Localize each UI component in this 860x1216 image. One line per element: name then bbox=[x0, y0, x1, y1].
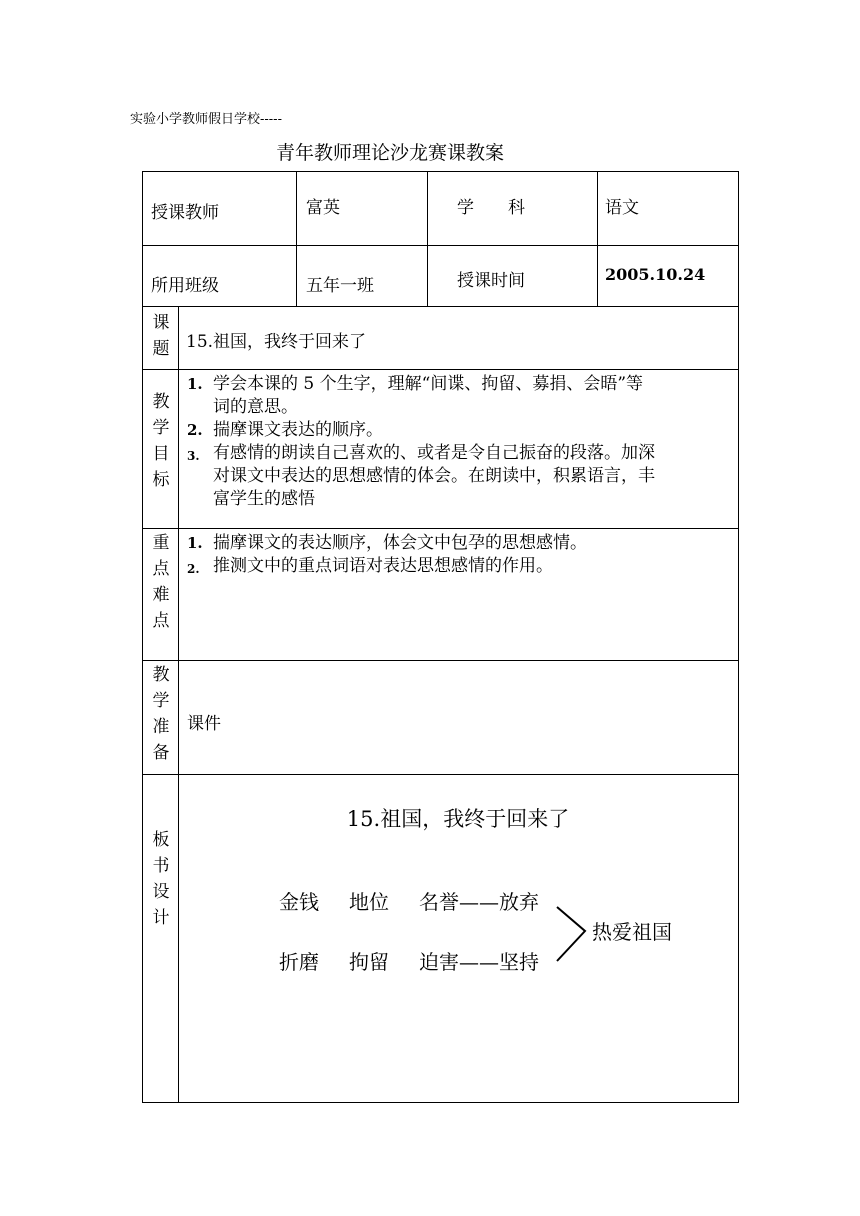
preparation-label-char: 准 bbox=[152, 717, 170, 737]
list-item bbox=[187, 442, 737, 511]
preparation-label-char: 学 bbox=[152, 691, 170, 711]
key-points-label-char: 点 bbox=[152, 611, 170, 631]
list-item bbox=[187, 555, 737, 578]
item-text: 揣摩课文表达的顺序。 bbox=[213, 420, 383, 440]
teacher-value: 富英 bbox=[306, 198, 340, 218]
school-header: 实验小学教师假日学校----- bbox=[130, 112, 282, 127]
key-points-label-char: 点 bbox=[152, 559, 170, 579]
teacher-label: 授课教师 bbox=[151, 203, 219, 223]
board-label bbox=[143, 827, 179, 931]
subject-label: 学 科 bbox=[457, 198, 525, 218]
preparation-label-char: 教 bbox=[152, 665, 170, 685]
objectives-label-char: 目 bbox=[152, 444, 170, 464]
item-number: 1. bbox=[187, 534, 203, 552]
list-item bbox=[187, 419, 737, 442]
col-divider bbox=[427, 171, 428, 306]
board-row-1 bbox=[279, 886, 539, 915]
item-number: 2. bbox=[187, 562, 200, 576]
subject-value: 语文 bbox=[605, 198, 639, 218]
key-points-list bbox=[187, 532, 737, 578]
bracket-connector bbox=[555, 905, 589, 965]
key-points-label-char: 难 bbox=[152, 585, 170, 605]
board-label-char: 书 bbox=[152, 856, 170, 876]
col-divider bbox=[597, 171, 598, 306]
table-border-right bbox=[738, 171, 739, 1103]
time-label: 授课时间 bbox=[457, 271, 525, 291]
row-divider bbox=[142, 660, 739, 661]
topic-value: 15.祖国，我终于回来了 bbox=[186, 332, 367, 352]
objectives-label bbox=[143, 389, 179, 493]
topic-label bbox=[143, 310, 179, 362]
board-label-char: 设 bbox=[152, 882, 170, 902]
item-number: 1. bbox=[187, 375, 203, 393]
board-word: 折磨 bbox=[279, 950, 319, 974]
board-row-2 bbox=[279, 946, 539, 975]
col-divider bbox=[296, 171, 297, 306]
row-divider bbox=[142, 528, 739, 529]
objectives-list bbox=[187, 373, 737, 511]
table-border-top bbox=[142, 171, 739, 172]
objectives-label-char: 标 bbox=[152, 470, 170, 490]
objectives-label-char: 教 bbox=[152, 392, 170, 412]
board-word: 地位 bbox=[349, 890, 389, 914]
topic-label-char: 题 bbox=[152, 339, 170, 359]
preparation-label bbox=[143, 662, 179, 766]
board-label-char: 板 bbox=[152, 830, 170, 850]
board-conclusion: 热爱祖国 bbox=[592, 920, 672, 944]
preparation-label-char: 备 bbox=[152, 743, 170, 763]
item-text: 学会本课的 5 个生字，理解“间谍、拘留、募捐、会晤”等 bbox=[213, 374, 644, 394]
key-points-label-char: 重 bbox=[152, 533, 170, 553]
row-divider bbox=[142, 245, 739, 246]
item-text: 揣摩课文的表达顺序，体会文中包孕的思想感情。 bbox=[213, 533, 587, 553]
item-number: 3. bbox=[187, 449, 200, 463]
row-divider bbox=[142, 369, 739, 370]
board-word: 拘留 bbox=[349, 950, 389, 974]
topic-label-char: 课 bbox=[152, 313, 170, 333]
board-word: 名誉——放弃 bbox=[419, 890, 539, 914]
board-label-char: 计 bbox=[152, 908, 170, 928]
preparation-value: 课件 bbox=[187, 714, 221, 734]
table-border-bottom bbox=[142, 1102, 739, 1103]
item-text: 对课文中表达的思想感情的体会。在朗读中，积累语言，丰 bbox=[213, 466, 655, 486]
item-text: 词的意思。 bbox=[213, 397, 298, 417]
item-text: 富学生的感悟 bbox=[213, 489, 315, 509]
row-divider bbox=[142, 774, 739, 775]
item-text: 有感情的朗读自己喜欢的、或者是令自己振奋的段落。加深 bbox=[213, 443, 655, 463]
page-title: 青年教师理论沙龙赛课教案 bbox=[275, 142, 504, 164]
key-points-label bbox=[143, 530, 179, 634]
time-value: 2005.10.24 bbox=[605, 265, 706, 284]
item-text: 推测文中的重点词语对表达思想感情的作用。 bbox=[213, 556, 553, 576]
objectives-label-char: 学 bbox=[152, 418, 170, 438]
board-word: 金钱 bbox=[279, 890, 319, 914]
class-value: 五年一班 bbox=[306, 276, 374, 296]
class-label: 所用班级 bbox=[151, 276, 219, 296]
board-word: 迫害——坚持 bbox=[419, 950, 539, 974]
item-number: 2. bbox=[187, 421, 203, 439]
list-item bbox=[187, 532, 737, 555]
list-item bbox=[187, 373, 737, 419]
row-divider bbox=[142, 306, 739, 307]
board-title: 15.祖国，我终于回来了 bbox=[346, 807, 570, 831]
